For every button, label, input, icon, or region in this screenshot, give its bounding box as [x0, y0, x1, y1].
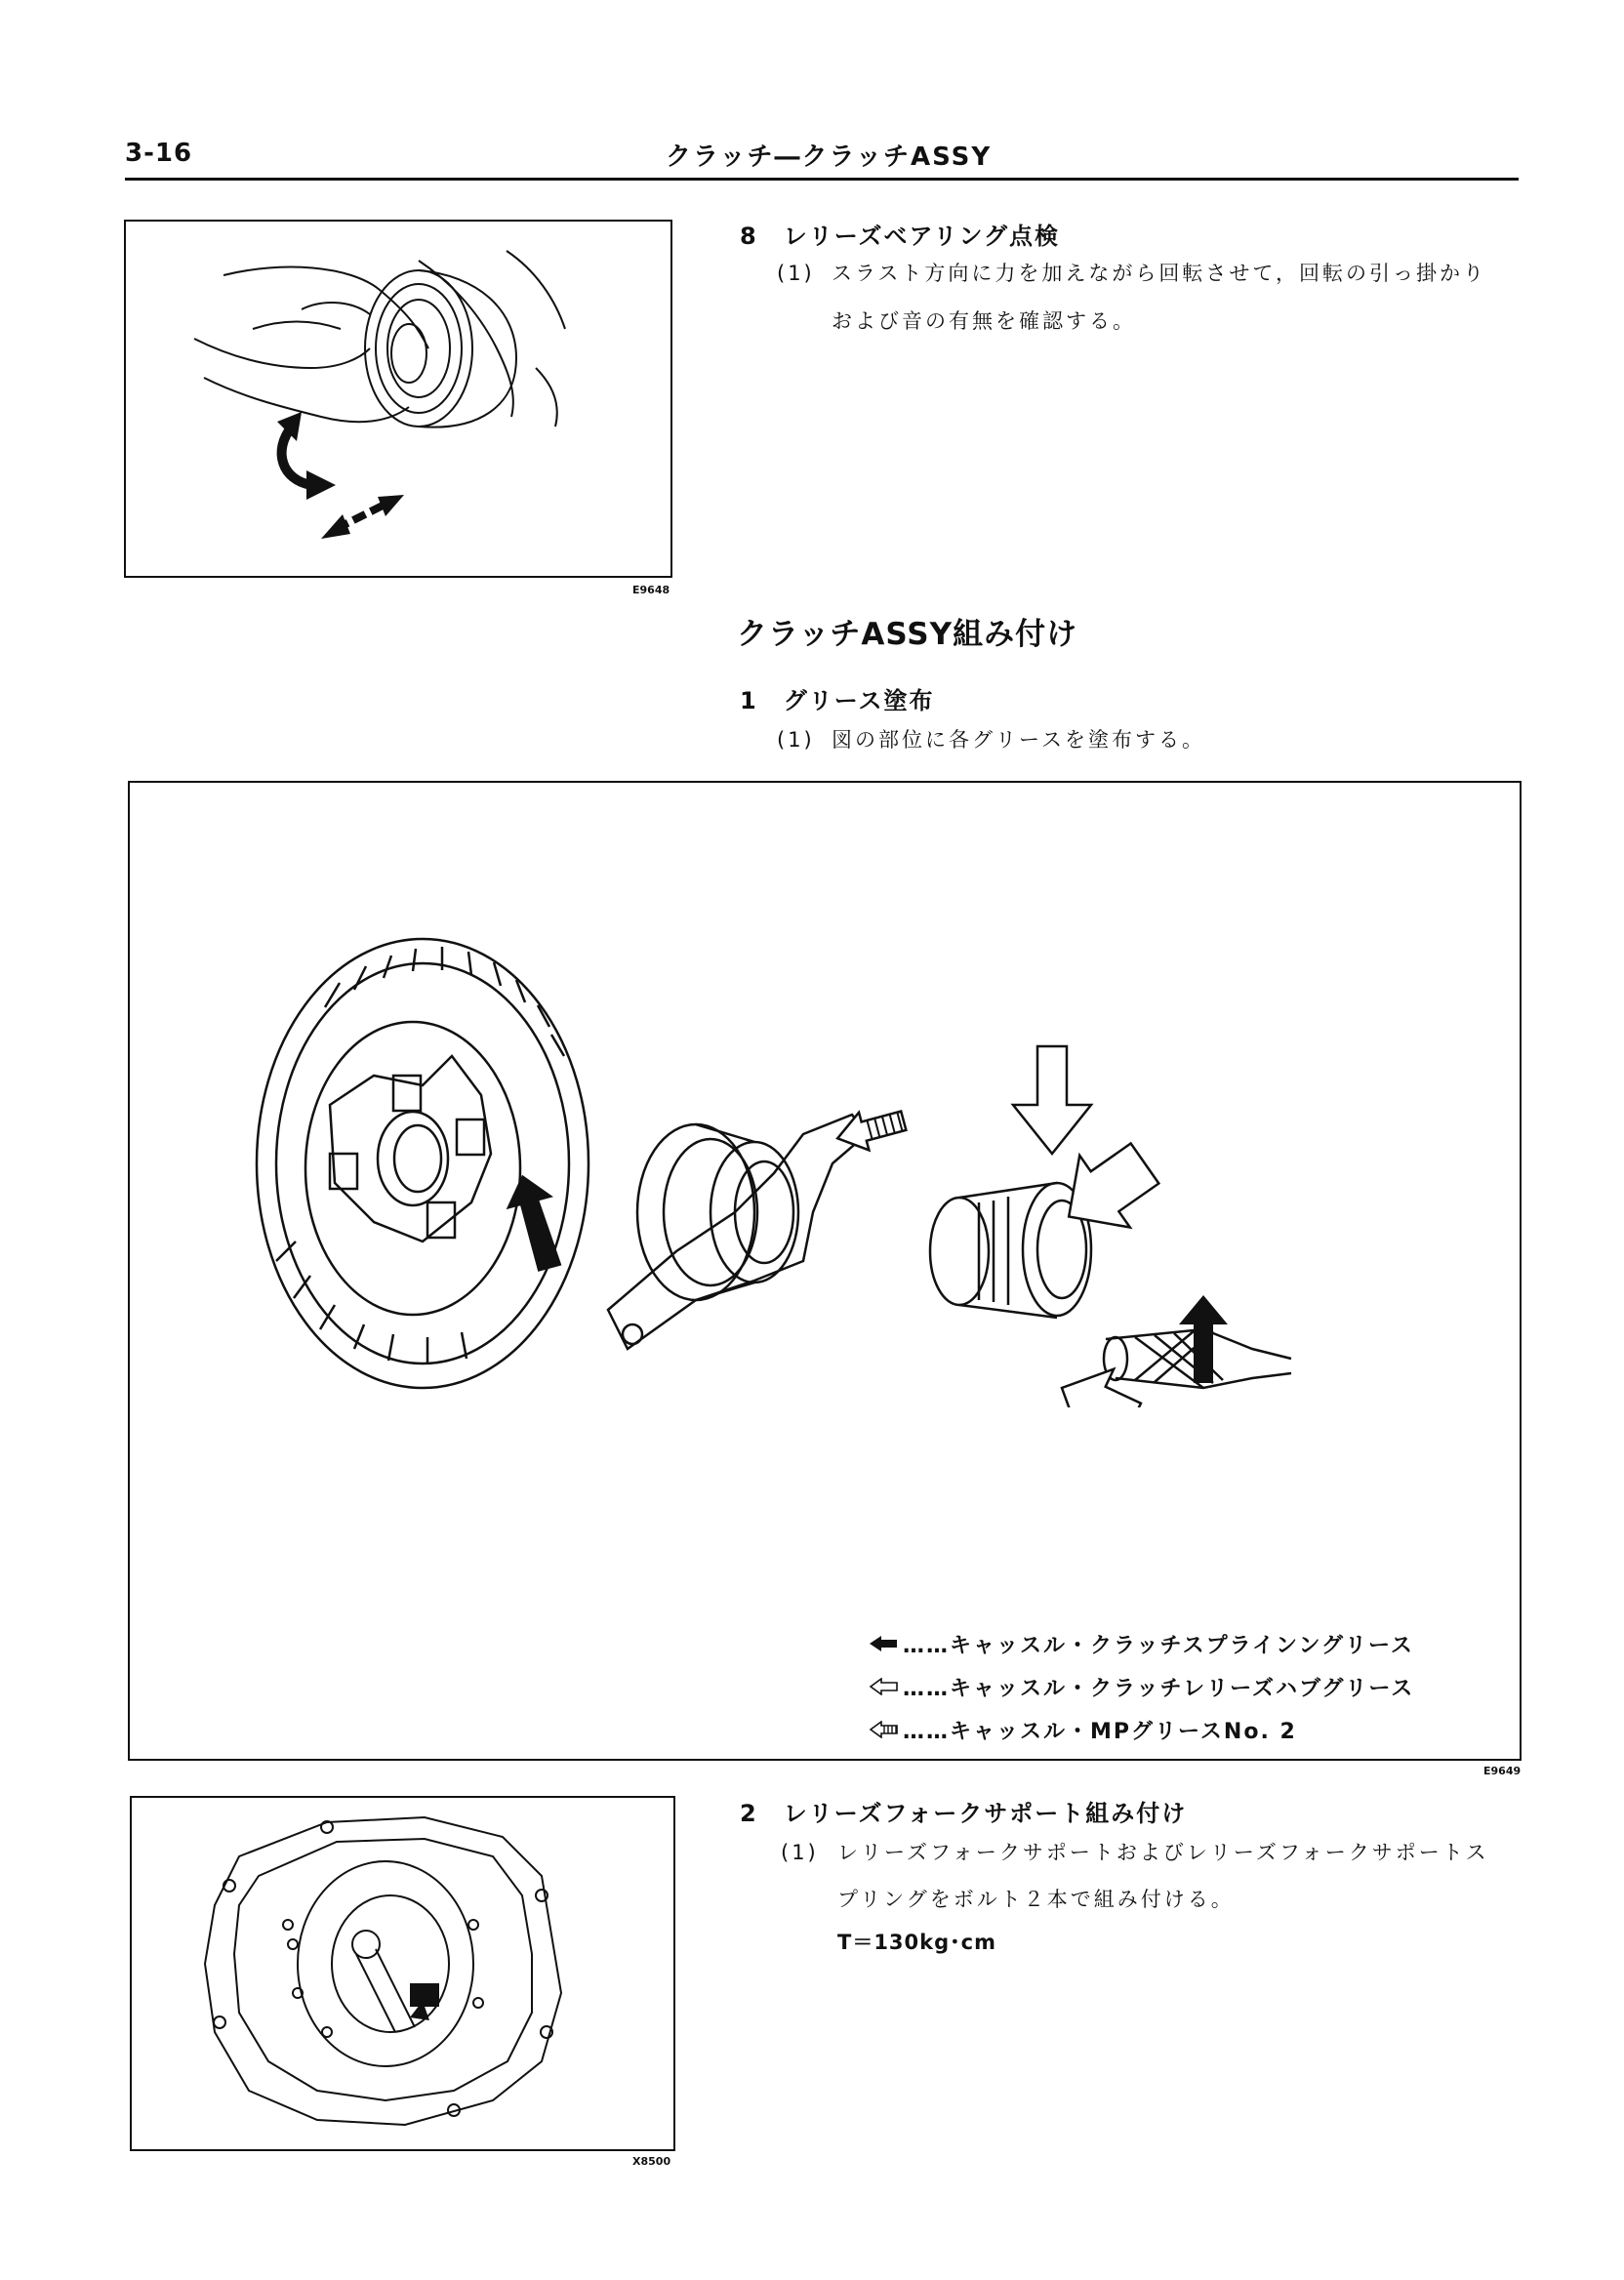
legend-item — [870, 1622, 1494, 1665]
torque-spec: T＝130kg･cm — [837, 1931, 996, 1954]
substep-text: プリングをボルト２本で組み付ける。 — [837, 1888, 1235, 1911]
substep-text: レリーズフォークサポートおよびレリーズフォークサポートス — [837, 1841, 1489, 1864]
substep-number: (1) — [777, 728, 815, 752]
step-heading: 8 レリーズベアリング点検 — [740, 223, 1061, 250]
substep-number: (1) — [777, 262, 815, 285]
step-heading: 2 レリーズフォークサポート組み付け — [740, 1800, 1188, 1827]
legend-item — [870, 1665, 1494, 1708]
figure-grease-points — [128, 781, 1522, 1761]
page-title: クラッチ―クラッチASSY — [666, 142, 993, 172]
header-rule — [125, 178, 1519, 181]
page-number: 3-16 — [125, 139, 193, 168]
figure-code: E9649 — [1483, 1765, 1522, 1777]
bearing-hands-illustration — [126, 222, 670, 576]
substep-text: スラスト方向に力を加えながら回転させて，回転の引っ掛かり — [832, 262, 1486, 285]
figure-bearing-inspection — [124, 220, 672, 578]
clutch-parts-illustration — [130, 783, 1520, 1407]
hatched-arrow-icon — [870, 1721, 899, 1738]
step-heading: 1 グリース塗布 — [740, 687, 935, 714]
legend-text: ……キャッスル・MPグリースNo. 2 — [903, 1719, 1297, 1744]
figure-fork-support — [130, 1796, 675, 2151]
legend-item — [870, 1708, 1494, 1751]
outline-arrow-icon — [870, 1678, 899, 1695]
legend-text: ……キャッスル・クラッチスプラインングリース — [903, 1633, 1414, 1658]
grease-legend — [870, 1622, 1494, 1751]
section-title: クラッチASSY組み付け — [737, 617, 1078, 652]
legend-text: ……キャッスル・クラッチレリーズハブグリース — [903, 1676, 1415, 1701]
substep-text: 図の部位に各グリースを塗布する。 — [832, 728, 1205, 752]
figure-code: X8500 — [632, 2155, 671, 2168]
figure-code: E9648 — [632, 584, 670, 596]
transmission-housing-illustration — [132, 1798, 673, 2149]
solid-arrow-icon — [870, 1635, 899, 1652]
substep-number: (1) — [781, 1841, 819, 1864]
substep-text: および音の有無を確認する。 — [832, 309, 1136, 333]
